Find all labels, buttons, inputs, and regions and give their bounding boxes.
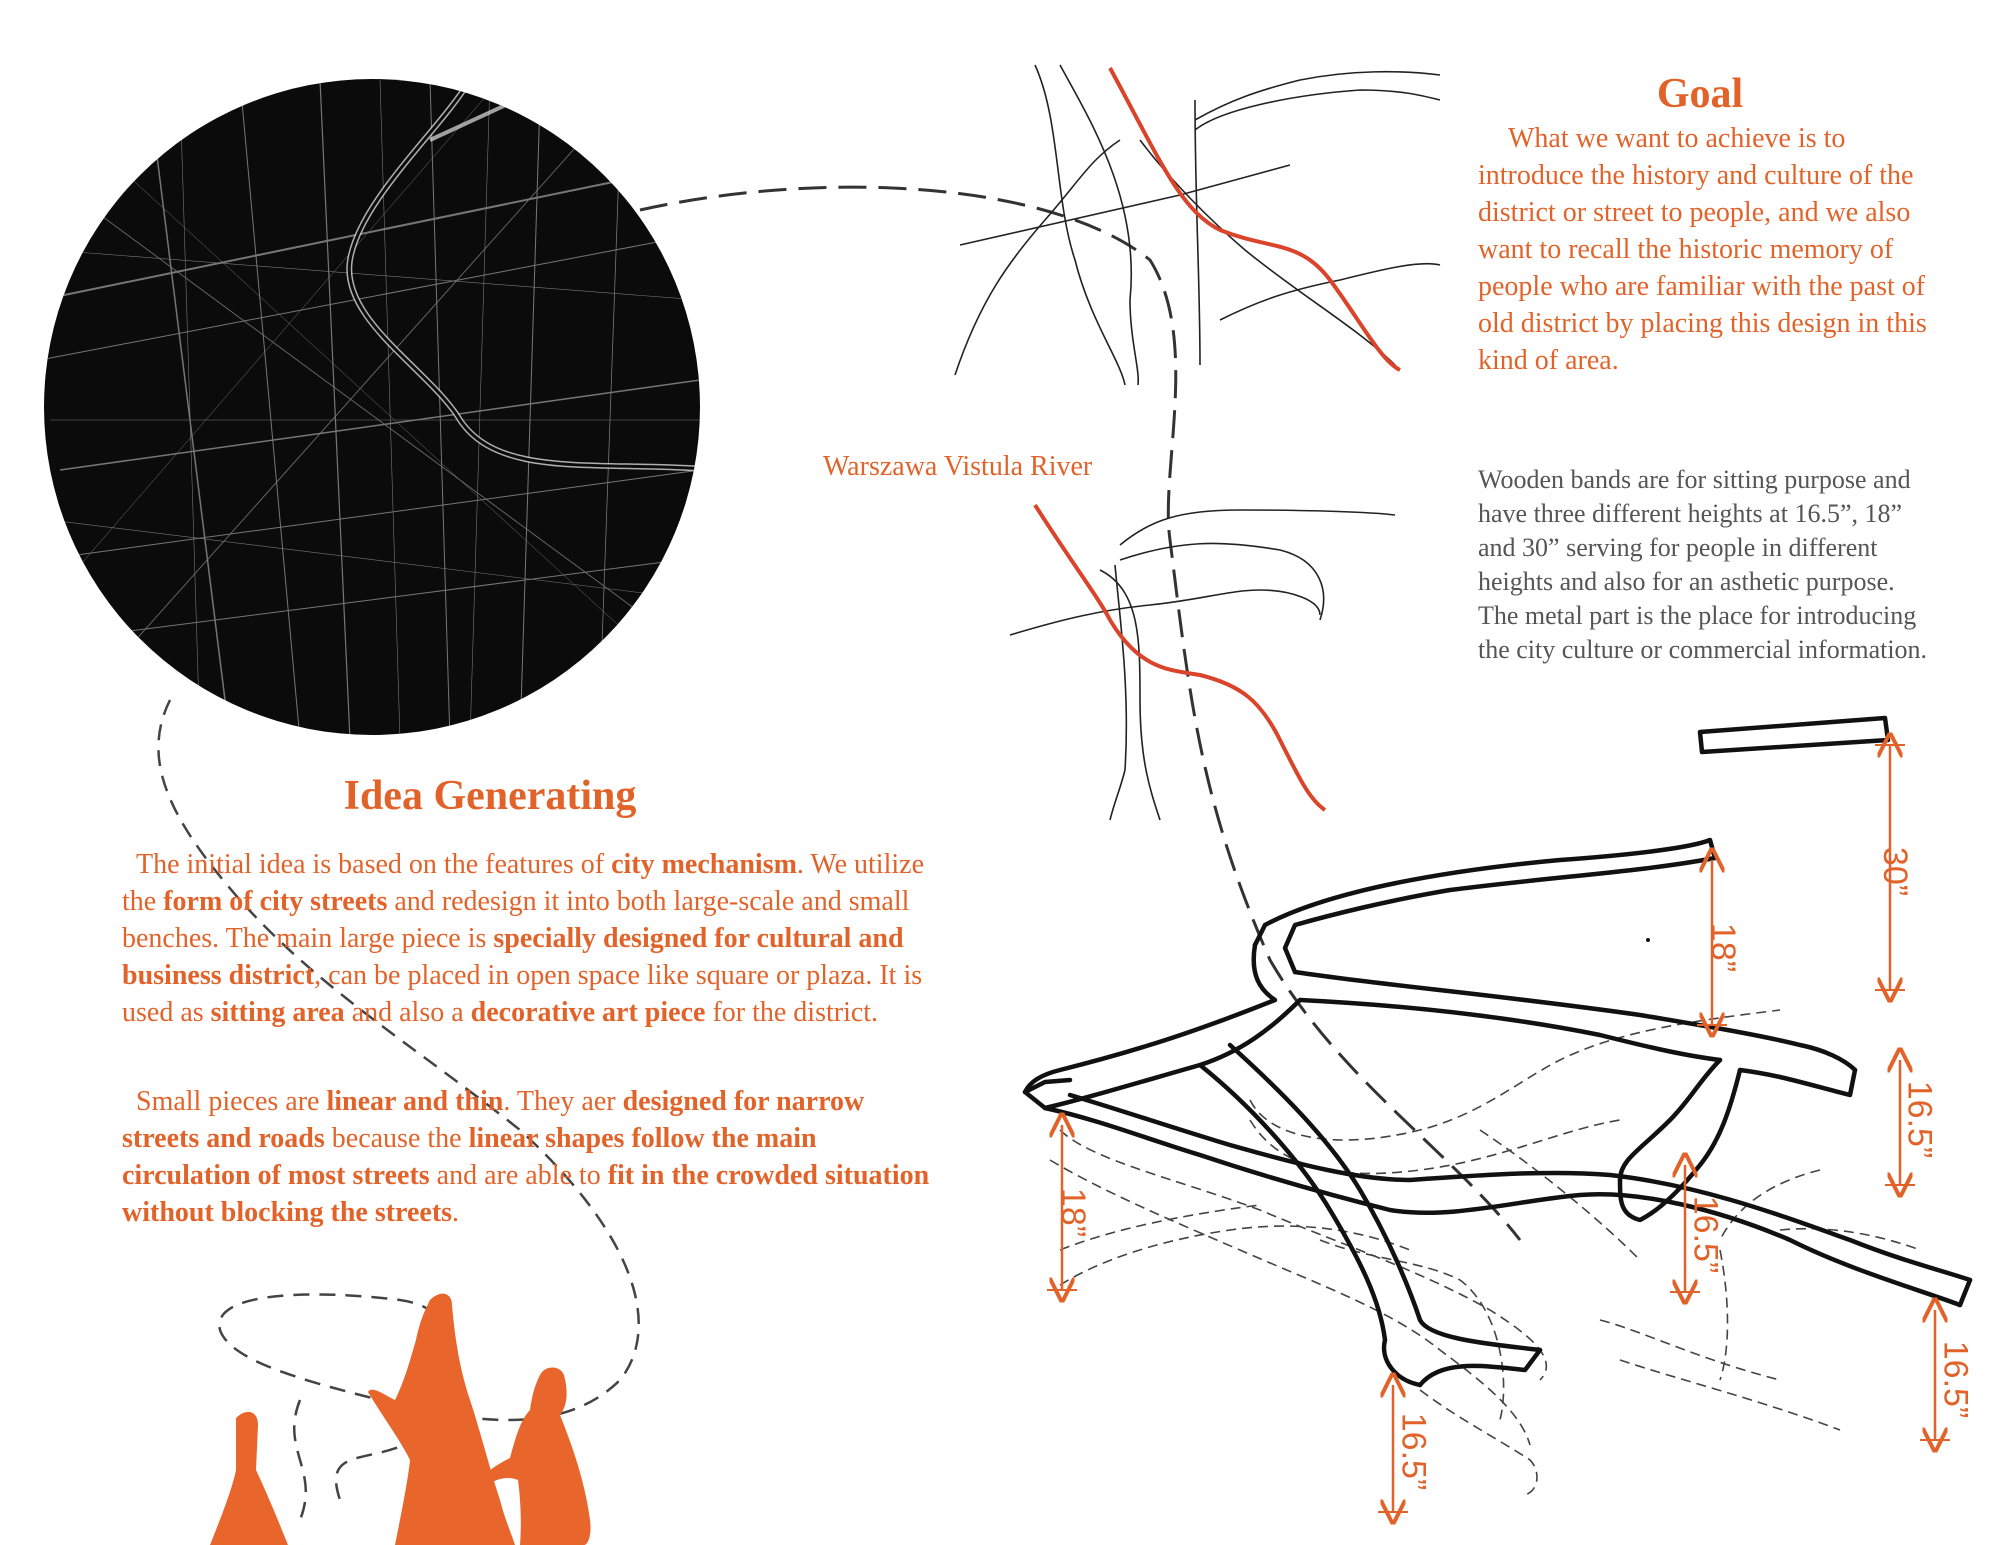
idea-text-run: decorative art piece [470, 997, 706, 1028]
idea-text-run: form of city streets [163, 886, 388, 917]
people-silhouettes [210, 1294, 591, 1545]
idea-text-run: because the [324, 1123, 469, 1154]
idea-text-run: , can be placed in open space like square or plaza. It is used as [122, 960, 923, 1028]
dimension-label-16-5-bottom: 16.5” [1394, 1412, 1433, 1491]
idea-text-run: Small pieces are [136, 1086, 327, 1117]
idea-text-run: The initial idea is based on the features of [136, 849, 612, 880]
idea-text-run: linear shapes follow the main circulation of most streets [122, 1123, 817, 1191]
bench-drawing [1025, 718, 1970, 1495]
dimension-label-30: 30” [1876, 846, 1915, 897]
idea-text-run: . We utilize the [122, 849, 925, 917]
dimension-label-18-top: 18” [1704, 922, 1743, 973]
dimension-label-16-5-right-bottom: 16.5” [1936, 1340, 1975, 1419]
goal-paragraph: What we want to achieve is to introduce the history and culture of the district or street to people, and we also want to recall the historic memory of people who are familiar with the past of old district by placing this design in this kind of area. [1478, 123, 1927, 376]
idea-paragraph-2 [122, 1083, 942, 1231]
city-map-circle [40, 79, 720, 740]
river-line-top [1110, 68, 1400, 370]
idea-paragraph-1 [122, 846, 942, 1031]
dimension-label-16-5-middle: 16.5” [1686, 1195, 1725, 1274]
idea-title: Idea Generating [343, 773, 637, 819]
idea-text-run: for the district. [705, 997, 879, 1028]
idea-text-run: . [452, 1197, 460, 1228]
idea-text-run: and are able to [429, 1160, 608, 1191]
idea-text-run: city mechanism [611, 849, 797, 880]
idea-text-run: and also a [344, 997, 471, 1028]
idea-text-run: specially designed for cultural and business district [122, 923, 904, 991]
map-caption: Warszawa Vistula River [823, 451, 1093, 482]
idea-text-run: linear and thin [326, 1086, 504, 1117]
bench-description: Wooden bands are for sitting purpose and have three different heights at 16.5”, 18” and 30” serving for people in different heights and also for an asthetic purpose. The metal part is the place for introducing the city culture or commercial information. [1478, 465, 1928, 664]
idea-text-run: sitting area [210, 997, 345, 1028]
idea-text-run: and redesign it into both large-scale and small benches. The main large piece is [122, 886, 910, 954]
idea-text-run: . They aer [503, 1086, 623, 1117]
goal-title: Goal [1656, 71, 1744, 117]
idea-text-run: fit in the crowded situation without blocking the streets [122, 1160, 930, 1228]
idea-text-run: designed for narrow streets and roads [122, 1086, 865, 1154]
dimension-label-18-left: 18” [1054, 1187, 1093, 1238]
dimension-label-16-5-right-top: 16.5” [1900, 1080, 1939, 1159]
